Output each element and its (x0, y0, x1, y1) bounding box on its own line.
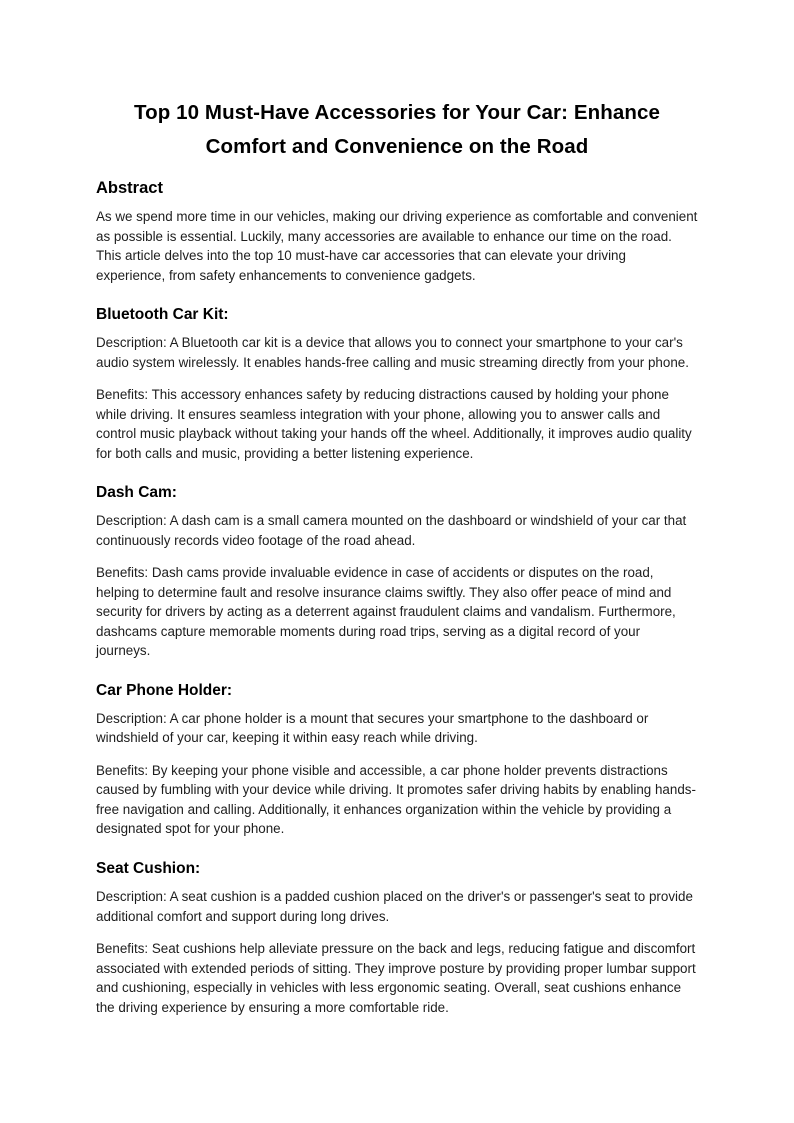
section-bluetooth-car-kit (96, 305, 698, 463)
section-heading-dash-cam: Dash Cam: (96, 484, 177, 502)
section-dash-cam (96, 483, 698, 661)
document-title: Top 10 Must-Have Accessories for Your Car: Enhance Comfort and Convenience on the Road (133, 101, 660, 158)
section-heading-car-phone-holder: Car Phone Holder: (96, 681, 233, 699)
dash-cam-description-paragraph: Description: A dash cam is a small camera mounted on the dashboard or windshield of your car that continuously records video footage of the road ahead. (96, 513, 687, 548)
abstract-paragraph: As we spend more time in our vehicles, making our driving experience as comfortable and convenient as possible is essential. Luckily, many accessories are available to enhance our time on the road. This article delves into the top 10 must-have car accessories that can elevate your driving experience, from safety enhancements to convenience gadgets. (96, 209, 698, 283)
seat-cushion-benefits-paragraph: Benefits: Seat cushions help alleviate pressure on the back and legs, reducing fatigue and discomfort associated with extended periods of sitting. They improve posture by providing proper lumbar support and cushioning, especially in vehicles with less ergonomic seating. Overall, seat cushions enhance the driving experience by ensuring a more comfortable ride. (96, 941, 696, 1015)
seat-cushion-description-paragraph: Description: A seat cushion is a padded cushion placed on the driver's or passenger's seat to provide additional comfort and support during long drives. (96, 889, 693, 924)
section-heading-abstract: Abstract (96, 178, 163, 197)
section-heading-bluetooth-car-kit: Bluetooth Car Kit: (96, 306, 229, 324)
section-seat-cushion (96, 859, 698, 1017)
car-phone-holder-description-paragraph: Description: A car phone holder is a mount that secures your smartphone to the dashboard or windshield of your car, keeping it within easy reach while driving. (96, 710, 649, 746)
bluetooth-description-paragraph: Description: A Bluetooth car kit is a device that allows you to connect your smartphone to your car's audio system wirelessly. It enables hands-free calling and music streaming directly from your phone. (96, 335, 689, 370)
section-car-phone-holder (96, 681, 698, 839)
section-abstract (96, 178, 698, 285)
bluetooth-benefits-paragraph: Benefits: This accessory enhances safety by reducing distractions caused by holding your phone while driving. It ensures seamless integration with your phone, allowing you to answer calls and control music playback without taking your hands off the wheel. Additionally, it improves audio quality for both calls and music, providing a better listening experience. (96, 387, 692, 461)
dash-cam-benefits-paragraph: Benefits: Dash cams provide invaluable evidence in case of accidents or disputes on the road, helping to determine fault and resolve insurance claims swiftly. They also offer peace of mind and security for drivers by acting as a deterrent against fraudulent claims and vandalism. Furthermore, dashcams capture memorable moments during road trips, serving as a digital record of your journeys. (96, 565, 676, 659)
car-phone-holder-benefits-paragraph: Benefits: By keeping your phone visible and accessible, a car phone holder prevents distractions caused by fumbling with your device while driving. It promotes safer driving habits by enabling hands-free navigation and calling. Additionally, it enhances organization within the vehicle by providing a designated spot for your phone. (96, 762, 696, 837)
section-heading-seat-cushion: Seat Cushion: (96, 859, 201, 877)
